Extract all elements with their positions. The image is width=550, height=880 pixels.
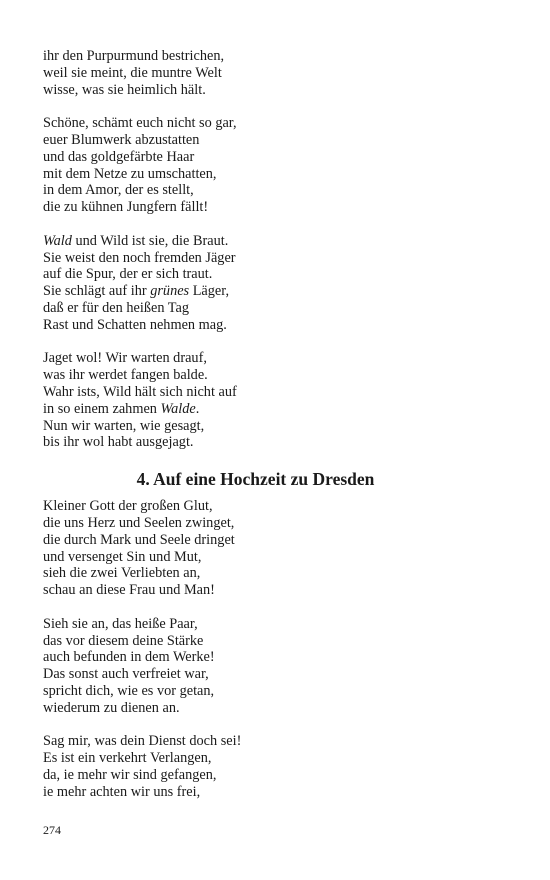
verse-line: Es ist ein verkehrt Verlangen, — [43, 750, 212, 767]
verse-text: in so einem zahmen — [43, 400, 161, 417]
text-column — [43, 48, 513, 800]
verse-line — [43, 401, 513, 418]
verse-line: Sie weist den noch fremden Jäger — [43, 249, 236, 266]
verse-line: die durch Mark und Seele dringet — [43, 531, 235, 548]
verse-line: und versenget Sin und Mut, — [43, 548, 202, 565]
verse-line: da, ie mehr wir sind gefangen, — [43, 766, 217, 783]
stanza-gap — [43, 216, 513, 233]
verse-line: Rast und Schatten nehmen mag. — [43, 316, 227, 333]
stanza — [43, 115, 513, 216]
stanza-gap — [43, 716, 513, 733]
verse-line: ihr den Purpurmund bestrichen, — [43, 48, 225, 64]
stanza — [43, 48, 513, 98]
verse-line: auch befunden in dem Werke! — [43, 649, 215, 666]
stanza-gap — [43, 599, 513, 616]
stanza-gap — [43, 98, 513, 115]
stanza — [43, 233, 513, 334]
verse-line: Kleiner Gott der großen Glut, — [43, 498, 213, 515]
verse-line: auf die Spur, der er sich traut. — [43, 266, 213, 283]
stanza — [43, 616, 513, 717]
stanza — [43, 498, 513, 599]
stanza-gap — [43, 334, 513, 351]
verse-line: sieh die zwei Verliebten an, — [43, 565, 201, 582]
verse-text: Sie schlägt auf ihr — [43, 283, 151, 300]
verse-line: was ihr werdet fangen balde. — [43, 367, 208, 384]
verse-line: das vor diesem deine Stärke — [43, 632, 204, 649]
verse-line: wisse, was sie heimlich hält. — [43, 81, 206, 98]
verse-line: die zu kühnen Jungfern fällt! — [43, 199, 209, 216]
verse-line: weil sie meint, die muntre Welt — [43, 64, 222, 81]
poem-heading: 4. Auf eine Hochzeit zu Dresden — [136, 469, 375, 490]
verse-line: mit dem Netze zu umschatten, — [43, 165, 217, 182]
verse-line: ie mehr achten wir uns frei, — [43, 783, 201, 800]
italic-word: Wald — [43, 232, 72, 249]
verse-line: daß er für den heißen Tag — [43, 299, 190, 316]
verse-line: wiederum zu dienen an. — [43, 699, 180, 716]
verse-text: . — [195, 400, 200, 417]
verse-line: Nun wir warten, wie gesagt, — [43, 417, 205, 434]
verse-line: euer Blumwerk abzustatten — [43, 131, 200, 148]
italic-word: Walde — [160, 400, 196, 417]
verse-line: in dem Amor, der es stellt, — [43, 182, 194, 199]
stanza — [43, 733, 513, 800]
verse-line: Sieh sie an, das heiße Paar, — [43, 615, 198, 632]
verse-line: und das goldgefärbte Haar — [43, 148, 195, 165]
verse-line: Wahr ists, Wild hält sich nicht auf — [43, 383, 237, 400]
verse-text: Läger, — [189, 283, 230, 300]
verse-line — [43, 283, 513, 300]
verse-line: Das sonst auch verfreiet war, — [43, 666, 209, 683]
verse-line: bis ihr wol habt ausgejagt. — [43, 434, 194, 451]
page-number: 274 — [43, 823, 61, 837]
verse-line: Jaget wol! Wir warten drauf, — [43, 350, 207, 367]
italic-word: grünes — [150, 283, 190, 300]
verse-line: Schöne, schämt euch nicht so gar, — [43, 115, 237, 132]
verse-line: spricht dich, wie es vor getan, — [43, 682, 215, 699]
verse-line: die uns Herz und Seelen zwinget, — [43, 514, 235, 531]
verse-line: schau an diese Frau und Man! — [43, 582, 215, 599]
stanza — [43, 350, 513, 451]
verse-text: und Wild ist sie, die Braut. — [71, 232, 229, 249]
verse-line — [43, 233, 513, 250]
verse-line: Sag mir, was dein Dienst doch sei! — [43, 733, 242, 750]
